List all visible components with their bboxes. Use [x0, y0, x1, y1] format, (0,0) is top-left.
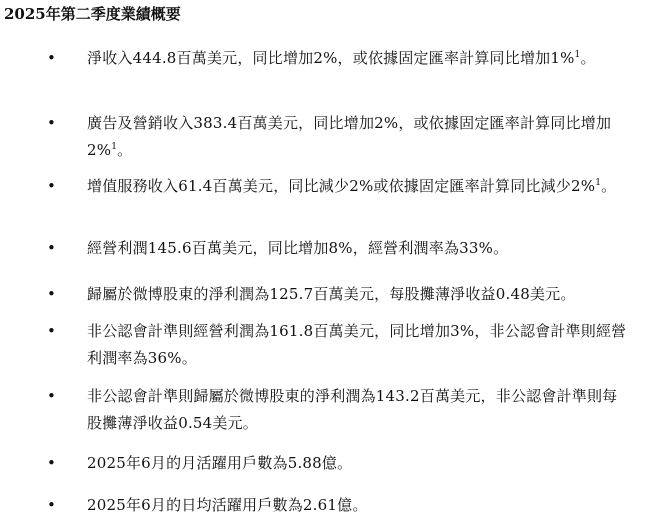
section-title: 2025年第二季度業績概要 — [4, 5, 181, 23]
list-item-text: 非公認會計準則經營利潤為161.8百萬美元，同比增加3%，非公認會計準則經營利潤率為36%。 — [87, 322, 627, 367]
bullet-icon: • — [47, 387, 56, 405]
bullet-icon: • — [47, 177, 56, 195]
footnote-ref: 1 — [595, 178, 602, 188]
list-item-text: 經營利潤145.6百萬美元，同比增加8%，經營利潤率為33%。 — [87, 239, 509, 257]
list-item-text: 2025年6月的月活躍用戶數為5.88億。 — [87, 454, 353, 472]
bullet-icon: • — [47, 285, 56, 303]
list-item-text: 增值服務收入61.4百萬美元，同比減少2%或依據固定匯率計算同比減少2%$^1$。 — [87, 177, 617, 195]
list-item-text: 淨收入444.8百萬美元，同比增加2%，或依據固定匯率計算同比增加1%$^1$。 — [87, 49, 596, 67]
bullet-icon: • — [47, 114, 56, 132]
bullet-icon: • — [47, 454, 56, 472]
footnote-ref: 1 — [111, 142, 118, 152]
bullet-icon: • — [47, 239, 56, 257]
bullet-icon: • — [47, 49, 56, 67]
bullet-icon: • — [47, 496, 56, 514]
bullet-icon: • — [47, 322, 56, 340]
list-item-text: 歸屬於微博股東的淨利潤為125.7百萬美元，每股攤薄淨收益0.48美元。 — [87, 285, 576, 303]
list-item-text: 廣告及營銷收入383.4百萬美元，同比增加2%，或依據固定匯率計算同比增加2%$^1$。 — [87, 114, 612, 159]
footnote-ref: 1 — [574, 50, 581, 60]
list-item-text: 2025年6月的日均活躍用戶數為2.61億。 — [87, 496, 368, 514]
list-item-text: 非公認會計準則歸屬於微博股東的淨利潤為143.2百萬美元，非公認會計準則每股攤薄淨收益0.54美元。 — [87, 387, 618, 432]
